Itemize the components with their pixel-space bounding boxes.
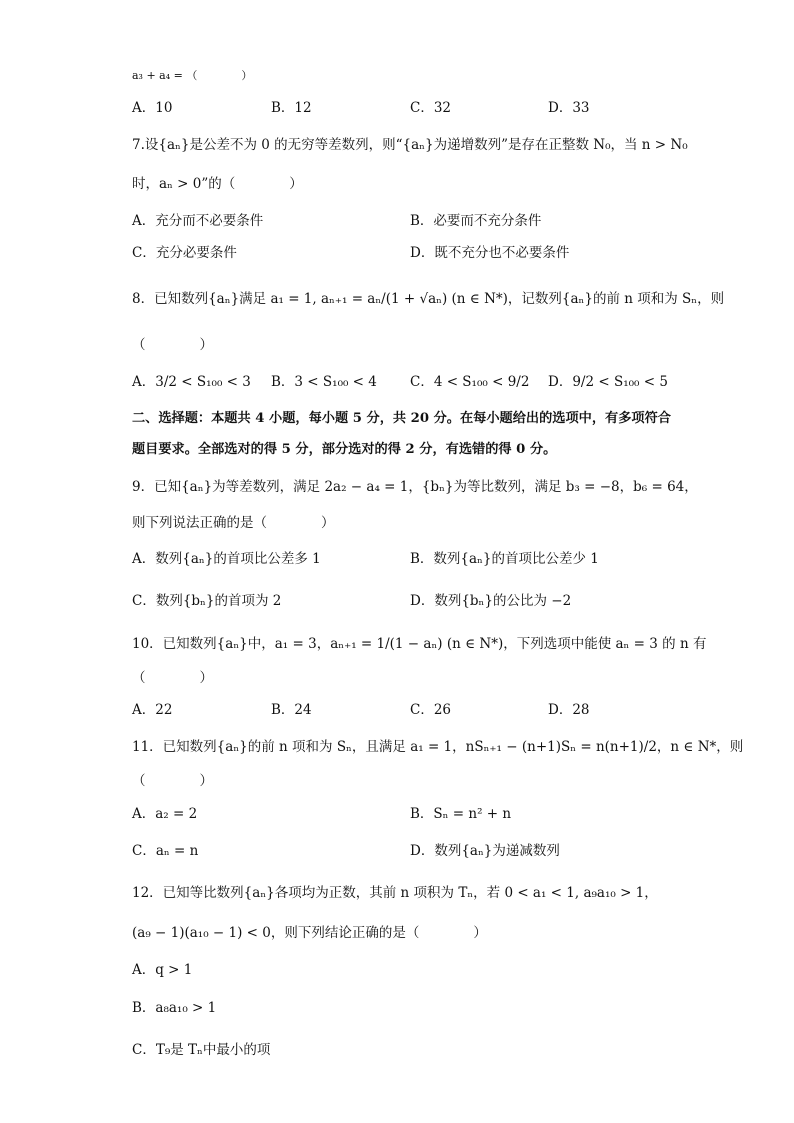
section2-heading-line1: 二、选择题：本题共 4 小题，每小题 5 分，共 20 分。在每小题给出的选项中，有多项符合 — [132, 411, 671, 426]
q8-option-b: B．3 < S₁₀₀ < 4 — [271, 374, 377, 390]
section2-heading-line2: 题目要求。全部选对的得 5 分，部分选对的得 2 分，有选错的得 0 分。 — [132, 442, 557, 457]
q6-stem-tail: a₃ + a₄ = （ ） — [132, 69, 253, 82]
q12-option-a: A．q > 1 — [132, 962, 193, 978]
q7-option-b: B．必要而不充分条件 — [410, 213, 542, 229]
q7-stem-line1: 7.设{aₙ}是公差不为 0 的无穷等差数列，则“{aₙ}为递增数列”是存在正整数 N₀，当 n > N₀ — [132, 137, 688, 153]
q9-option-c: C．数列{bₙ}的首项为 2 — [132, 593, 282, 609]
q6-option-d: D．33 — [548, 100, 590, 116]
q7-option-a: A．充分而不必要条件 — [132, 213, 264, 229]
q7-option-c: C．充分必要条件 — [132, 245, 237, 261]
q8-option-c: C．4 < S₁₀₀ < 9/2 — [410, 374, 530, 390]
q11-stem-line1: 11．已知数列{aₙ}的前 n 项和为 Sₙ，且满足 a₁ = 1，nSₙ₊₁ − (n+1)Sₙ = n(n+1)/2，n ∈ N*，则 — [132, 739, 744, 755]
q8-stem-line1: 8．已知数列{aₙ}满足 a₁ = 1, aₙ₊₁ = aₙ/(1 + √aₙ) (n ∈ N*)，记数列{aₙ}的前 n 项和为 Sₙ，则 — [132, 291, 725, 307]
q10-option-b: B．24 — [271, 702, 312, 718]
q10-option-a: A．22 — [132, 702, 173, 718]
q11-option-a: A．a₂ = 2 — [132, 806, 198, 822]
q8-option-d: D．9/2 < S₁₀₀ < 5 — [548, 374, 668, 390]
q9-option-d: D．数列{bₙ}的公比为 −2 — [410, 593, 572, 609]
q11-option-d: D．数列{aₙ}为递减数列 — [410, 843, 560, 859]
q12-option-c: C．T₉是 Tₙ中最小的项 — [132, 1042, 271, 1058]
q10-option-c: C．26 — [410, 702, 452, 718]
q12-option-b: B．a₈a₁₀ > 1 — [132, 1000, 217, 1016]
q9-stem-line2: 则下列说法正确的是（ ） — [132, 515, 335, 531]
q8-option-a: A．3/2 < S₁₀₀ < 3 — [132, 374, 251, 390]
q7-stem-line2: 时，aₙ > 0”的（ ） — [132, 176, 303, 192]
q9-option-a: A．数列{aₙ}的首项比公差多 1 — [132, 551, 321, 567]
q11-option-c: C．aₙ = n — [132, 843, 199, 859]
q10-option-d: D．28 — [548, 702, 590, 718]
q10-stem-line2: （ ） — [132, 670, 213, 686]
q6-option-a: A．10 — [132, 100, 173, 116]
q10-stem-line1: 10．已知数列{aₙ}中，a₁ = 3，aₙ₊₁ = 1/(1 − aₙ) (n ∈ N*)，下列选项中能使 aₙ = 3 的 n 有 — [132, 636, 707, 652]
q9-option-b: B．数列{aₙ}的首项比公差少 1 — [410, 551, 599, 567]
q12-stem-line2: (a₉ − 1)(a₁₀ − 1) < 0，则下列结论正确的是（ ） — [132, 925, 487, 941]
q7-option-d: D．既不充分也不必要条件 — [410, 245, 570, 261]
q11-stem-line2: （ ） — [132, 773, 213, 789]
q11-option-b: B．Sₙ = n² + n — [410, 806, 512, 822]
q9-stem-line1: 9．已知{aₙ}为等差数列，满足 2a₂ − a₄ = 1，{bₙ}为等比数列，满足 b₃ = −8，b₆ = 64， — [132, 479, 698, 495]
q6-option-c: C．32 — [410, 100, 452, 116]
q6-option-b: B．12 — [271, 100, 312, 116]
q12-stem-line1: 12．已知等比数列{aₙ}各项均为正数，其前 n 项积为 Tₙ，若 0 < a₁ < 1, a₉a₁₀ > 1， — [132, 885, 658, 901]
q8-stem-line2: （ ） — [132, 337, 213, 353]
